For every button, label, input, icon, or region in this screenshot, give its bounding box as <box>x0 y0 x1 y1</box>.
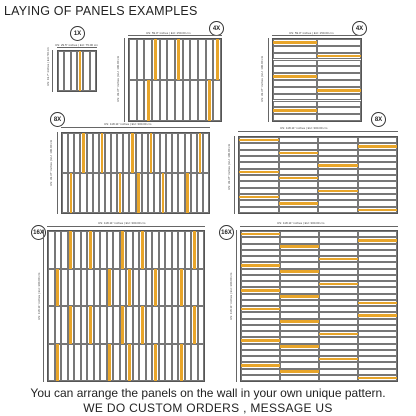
panel-grid-8x-vertical <box>61 132 210 214</box>
panel-slat <box>190 39 198 80</box>
panel-slat <box>167 39 175 80</box>
panel-accent-stripe <box>137 173 139 213</box>
panel-slat <box>273 114 317 121</box>
panel-accent-stripe <box>79 51 82 91</box>
panel-slat <box>317 60 361 67</box>
panel-slat <box>203 133 209 173</box>
panel-grid-8x-horizontal <box>238 136 398 214</box>
width-dimension-1x: US: 29.5" inches | EU: 75.00 cm <box>55 43 98 47</box>
panel-slat <box>317 114 361 121</box>
panel-slat <box>183 80 191 121</box>
panel-slat <box>213 80 221 121</box>
panel-accent-stripe <box>280 345 319 348</box>
badge-16x-vertical: 16X <box>31 225 46 240</box>
panel-slat <box>152 80 160 121</box>
panel-slat <box>129 80 137 121</box>
panel-slat <box>203 173 209 213</box>
height-line-1x <box>52 50 53 92</box>
panel-slat <box>317 94 361 101</box>
panel-accent-stripe <box>239 139 279 142</box>
panel-slat <box>144 39 152 80</box>
panel-accent-stripe <box>279 177 319 180</box>
panel-slat <box>317 39 361 46</box>
panel-accent-stripe <box>241 289 280 292</box>
width-line-4x-horizontal <box>272 35 362 36</box>
badge-16x-horizontal: 16X <box>219 225 234 240</box>
panel-slat <box>129 39 137 80</box>
panel-slat <box>239 207 279 213</box>
page-title: LAYING OF PANELS EXAMPLES <box>4 4 198 18</box>
panel-accent-stripe <box>154 344 157 382</box>
panel-slat <box>317 107 361 114</box>
panel-accent-stripe <box>273 109 317 112</box>
panel-slat <box>273 53 317 60</box>
badge-4x-vertical: 4X <box>209 21 224 36</box>
panel-slat <box>160 39 168 80</box>
panel-accent-stripe <box>319 358 358 361</box>
panel-accent-stripe <box>89 231 92 269</box>
panel-accent-stripe <box>358 239 397 242</box>
panel-accent-stripe <box>358 314 397 317</box>
panel-slat <box>198 344 205 382</box>
panel-accent-stripe <box>318 164 358 167</box>
panel-accent-stripe <box>150 133 152 173</box>
panel-accent-stripe <box>89 306 92 344</box>
panel-accent-stripe <box>319 283 358 286</box>
width-dimension-8x-horizontal: US: 118.11" inches | EU: 300.00 cm <box>280 126 328 130</box>
height-line-8x-vertical <box>57 132 58 214</box>
panel-accent-stripe <box>280 320 319 323</box>
panel-accent-stripe <box>199 133 201 173</box>
width-line-16x-vertical <box>47 226 205 227</box>
panel-slat <box>206 39 214 80</box>
height-dimension-1x: US: 19.7" inches | EU: 50 cm <box>46 47 50 86</box>
panel-accent-stripe <box>128 269 131 307</box>
panel-slat <box>137 39 145 80</box>
panel-accent-stripe <box>319 258 358 261</box>
panel-accent-stripe <box>280 245 319 248</box>
panel-accent-stripe <box>56 344 59 382</box>
panel-slat <box>317 73 361 80</box>
height-line-16x-horizontal <box>236 230 237 382</box>
panel-accent-stripe <box>193 231 196 269</box>
panel-slat <box>317 101 361 108</box>
panel-accent-stripe <box>358 377 397 380</box>
panel-slat <box>317 80 361 87</box>
height-line-4x-horizontal <box>268 38 269 122</box>
panel-accent-stripe <box>358 145 398 148</box>
panel-accent-stripe <box>121 306 124 344</box>
width-dimension-8x-vertical: US: 118.11" inches | EU: 300.00 cm <box>104 122 152 126</box>
width-dimension-16x-horizontal: US: 118.11" inches | EU: 300.00 cm <box>277 221 325 225</box>
panel-accent-stripe <box>108 344 111 382</box>
panel-accent-stripe <box>121 231 124 269</box>
panel-accent-stripe <box>70 173 72 213</box>
panel-accent-stripe <box>279 202 319 205</box>
panel-slat <box>273 94 317 101</box>
panel-accent-stripe <box>239 171 279 174</box>
panel-accent-stripe <box>241 233 280 236</box>
width-line-1x <box>57 47 97 48</box>
badge-4x-horizontal: 4X <box>352 21 367 36</box>
panel-accent-stripe <box>69 306 72 344</box>
panel-slat <box>317 66 361 73</box>
panel-accent-stripe <box>180 344 183 382</box>
panel-accent-stripe <box>108 269 111 307</box>
width-dimension-4x-vertical: US: 59.0" inches | EU: 150.00 cm <box>146 31 191 35</box>
panel-grid-1x <box>57 50 97 92</box>
panel-accent-stripe <box>147 80 150 121</box>
footer-arrange-text: You can arrange the panels on the wall in your own unique pattern. <box>30 386 386 400</box>
panel-grid-16x-horizontal <box>240 230 398 382</box>
panel-accent-stripe <box>317 55 361 58</box>
panel-accent-stripe <box>141 231 144 269</box>
panel-accent-stripe <box>69 231 72 269</box>
width-line-8x-vertical <box>61 127 210 128</box>
panel-accent-stripe <box>273 41 317 44</box>
height-dimension-4x-vertical: US: 39.37" inches | EU: 100.00 cm <box>116 55 120 102</box>
panel-accent-stripe <box>279 152 319 155</box>
height-dimension-4x-horizontal: US: 39.37" inches | EU: 100.00 cm <box>260 55 264 102</box>
panel-grid-4x-horizontal <box>272 38 362 122</box>
panel-accent-stripe <box>208 80 211 121</box>
width-line-16x-horizontal <box>240 226 398 227</box>
panel-slat <box>273 80 317 87</box>
panel-slat <box>317 46 361 53</box>
panel-slat <box>90 51 96 91</box>
panel-slat <box>183 39 191 80</box>
panel-accent-stripe <box>241 339 280 342</box>
panel-accent-stripe <box>280 295 319 298</box>
panel-accent-stripe <box>162 173 164 213</box>
panel-slat <box>273 66 317 73</box>
panel-accent-stripe <box>180 269 183 307</box>
width-dimension-4x-horizontal: US: 59.0" inches | EU: 150.00 cm <box>289 31 334 35</box>
panel-accent-stripe <box>280 370 319 373</box>
panel-accent-stripe <box>119 173 121 213</box>
panel-slat <box>241 375 280 381</box>
panel-slat <box>279 207 319 213</box>
panel-grid-16x-vertical <box>47 230 205 382</box>
panel-grid-4x-vertical <box>128 38 222 122</box>
badge-8x-vertical: 8X <box>50 112 65 127</box>
panel-accent-stripe <box>131 133 133 173</box>
panel-accent-stripe <box>154 39 157 80</box>
panel-accent-stripe <box>154 269 157 307</box>
footer-custom-orders: WE DO CUSTOM ORDERS , MESSAGE US <box>83 401 333 415</box>
badge-1x: 1X <box>70 26 85 41</box>
panel-slat <box>273 87 317 94</box>
panel-slat <box>137 80 145 121</box>
height-line-4x-vertical <box>124 38 125 122</box>
panel-slat <box>273 60 317 67</box>
panel-accent-stripe <box>318 190 358 193</box>
panel-accent-stripe <box>82 133 84 173</box>
panel-slat <box>190 80 198 121</box>
panel-accent-stripe <box>177 39 180 80</box>
panel-slat <box>318 207 358 213</box>
panel-slat <box>273 46 317 53</box>
panel-slat <box>167 80 175 121</box>
panel-accent-stripe <box>317 89 361 92</box>
height-dimension-8x-vertical: US: 39.37" inches | EU: 100.00 cm <box>49 139 53 186</box>
panel-accent-stripe <box>128 344 131 382</box>
panel-accent-stripe <box>239 196 279 199</box>
panel-slat <box>198 39 206 80</box>
height-line-16x-vertical <box>43 230 44 382</box>
panel-slat <box>198 269 205 307</box>
panel-accent-stripe <box>101 133 103 173</box>
panel-slat <box>198 80 206 121</box>
panel-slat <box>273 101 317 108</box>
panel-accent-stripe <box>241 264 280 267</box>
panel-accent-stripe <box>241 364 280 367</box>
panel-slat <box>319 375 358 381</box>
height-line-8x-horizontal <box>234 136 235 214</box>
panel-accent-stripe <box>319 333 358 336</box>
panel-accent-stripe <box>358 302 397 305</box>
panel-accent-stripe <box>216 39 219 80</box>
panel-slat <box>198 306 205 344</box>
panel-accent-stripe <box>186 173 188 213</box>
height-dimension-16x-horizontal: US: 118.11" inches | EU: 300.00 cm <box>229 272 233 320</box>
width-line-8x-horizontal <box>238 131 398 132</box>
panel-accent-stripe <box>241 308 280 311</box>
height-dimension-16x-vertical: US: 118.11" inches | EU: 300.00 cm <box>37 272 41 320</box>
panel-accent-stripe <box>280 270 319 273</box>
width-line-4x-vertical <box>128 35 222 36</box>
height-dimension-8x-horizontal: US: 39.37" inches | EU: 100.00 cm <box>227 143 231 190</box>
panel-slat <box>175 80 183 121</box>
panel-slat <box>198 231 205 269</box>
width-dimension-16x-vertical: US: 118.11" inches | EU: 300.00 cm <box>98 221 146 225</box>
panel-accent-stripe <box>358 209 398 212</box>
panel-accent-stripe <box>273 75 317 78</box>
panel-slat <box>280 375 319 381</box>
badge-8x-horizontal: 8X <box>371 112 386 127</box>
panel-accent-stripe <box>141 306 144 344</box>
panel-slat <box>160 80 168 121</box>
panel-accent-stripe <box>56 269 59 307</box>
panel-accent-stripe <box>193 306 196 344</box>
